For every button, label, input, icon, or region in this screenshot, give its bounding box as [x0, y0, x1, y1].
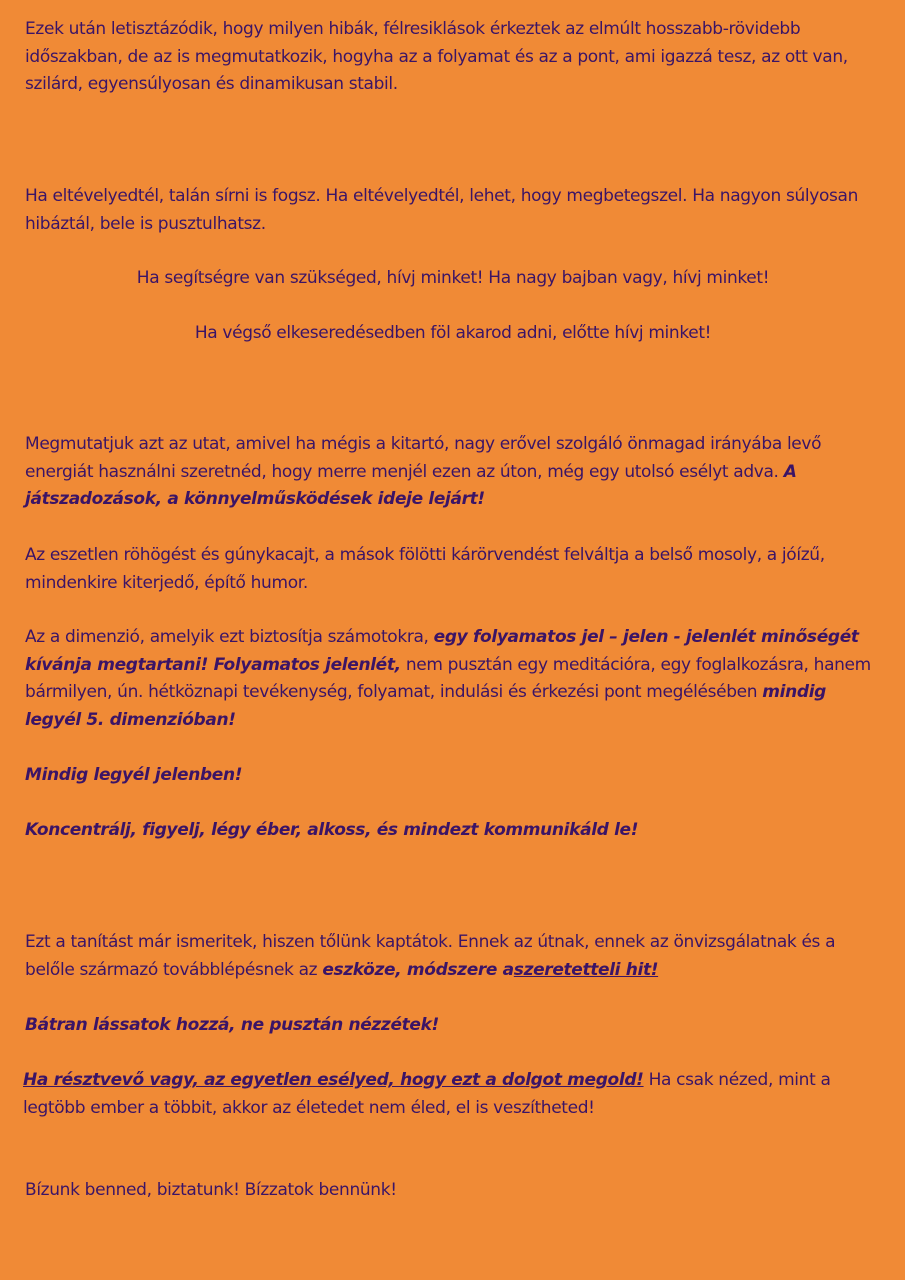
- paragraph-1: [25, 16, 887, 99]
- paragraph-5-emphasis: A játszadozások, a könnyelműsködések ideje lejárt!: [25, 461, 797, 509]
- paragraph-2-text: Ha eltévelyedtél, talán sírni is fogsz. Ha eltévelyedtél, lehet, hogy megbetegszel. Ha nagyon súlyosan hibáztál, bele is pusztulhatsz.: [25, 186, 859, 234]
- paragraph-7-emphasis-1: egy folyamatos jel – jelen - jelenlét minőségét kívánja megtartani! Folyamatos jelenlét,: [25, 627, 859, 675]
- paragraph-3-text: Ha segítségre van szükséged, hívj minket! Ha nagy bajban vagy, hívj minket!: [136, 268, 770, 288]
- paragraph-13: [25, 1177, 887, 1205]
- paragraph-10-emphasis-underlined: szeretetteli hit!: [513, 959, 659, 980]
- paragraph-3: [22, 265, 884, 293]
- paragraph-6: [25, 542, 887, 597]
- paragraph-1-text: Ezek után letisztázódik, hogy milyen hibák, félresiklások érkeztek az elmúlt hosszabb-rövidebb időszakban, de az is megmutatkozik, hogyha az a folyamat és az a pont, ami igazzá tesz, az ott van, szilárd, egyensúlyosan és dinamikusan stabil.: [25, 19, 848, 94]
- paragraph-9-text: Koncentrálj, figyelj, légy éber, alkoss, és mindezt kommunikáld le!: [25, 820, 639, 840]
- paragraph-4: [22, 320, 884, 348]
- paragraph-11: [25, 1012, 887, 1040]
- paragraph-12-text: Ha csak nézed, mint a legtöbb ember a többit, akkor az életedet nem éled, el is veszítheted!: [23, 1070, 831, 1118]
- paragraph-6-text: Az eszetlen röhögést és gúnykacajt, a mások fölötti kárörvendést felváltja a belső mosoly, a jóízű, mindenkire kiterjedő, építő humor.: [25, 545, 825, 593]
- paragraph-10-emphasis: eszköze, módszere a: [322, 959, 514, 980]
- paragraph-5: [25, 431, 887, 514]
- paragraph-7-text-b: nem pusztán egy meditációra, egy foglalkozásra, hanem bármilyen, ún. hétköznapi tevékenység, folyamat, indulási és érkezési pont megélésében: [25, 654, 871, 702]
- paragraph-8: [25, 762, 887, 790]
- paragraph-8-text: Mindig legyél jelenben!: [25, 765, 243, 785]
- paragraph-10-text: Ezt a tanítást már ismeritek, hiszen tőlünk kaptátok. Ennek az útnak, ennek az önvizsgálatnak és a belőle származó továbblépésnek az: [25, 932, 836, 980]
- paragraph-12-emphasis-underlined: Ha résztvevő vagy, az egyetlen esélyed, hogy ezt a dolgot megold!: [23, 1070, 644, 1090]
- paragraph-12: [23, 1067, 885, 1122]
- paragraph-11-text: Bátran lássatok hozzá, ne pusztán nézzétek!: [25, 1015, 439, 1035]
- paragraph-7-text-a: Az a dimenzió, amelyik ezt biztosítja számotokra,: [25, 627, 429, 647]
- paragraph-4-text: Ha végső elkeseredésedben föl akarod adni, előtte hívj minket!: [194, 323, 712, 343]
- paragraph-2: [25, 183, 887, 238]
- paragraph-7-emphasis-2: mindig legyél 5. dimenzióban!: [25, 682, 826, 730]
- paragraph-9: [25, 817, 887, 845]
- paragraph-13-text: Bízunk benned, biztatunk! Bízzatok bennünk!: [25, 1180, 397, 1200]
- paragraph-5-text: Megmutatjuk azt az utat, amivel ha mégis a kitartó, nagy erővel szolgáló önmagad irányába levő energiát használni szeretnéd, hogy merre menjél ezen az úton, még egy utolsó esélyt adva.: [25, 434, 822, 482]
- paragraph-10: [25, 929, 887, 984]
- paragraph-7: [25, 624, 887, 734]
